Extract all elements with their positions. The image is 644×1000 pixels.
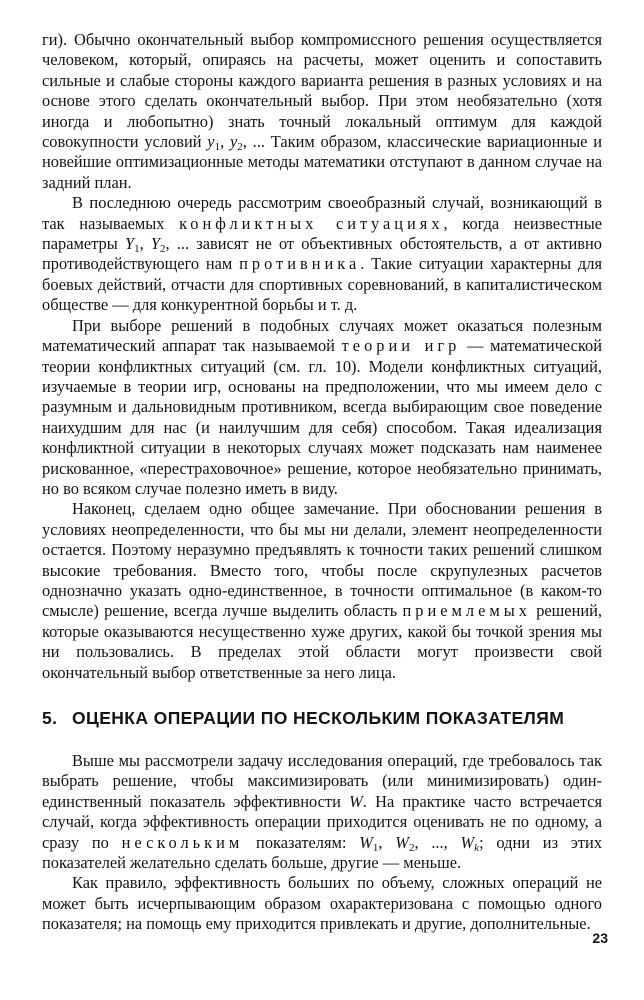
text-run: . Такие ситуации характерны для боевых действий, отчасти для спортивных соревнований, в капиталистическом обществе — для конкурентной борьбы и т. д. [42,254,602,315]
text-run: — математической теории конфликтных ситуаций (см. гл. 10). Модели конфликтных ситуаций, изучаемые в теории игр, основаны на предположении, что мы имеем дело с разумным и дальновидным противником, всегда выбирающим свое поведение наихудшим для нас (и наилучшим для себя) способом. Такая идеализация конфликтной ситуации в некоторых случаях может подсказать нам наименее рискованное, «перестраховочное» решение, которое необязательно принимать, но во всяком случае полезно иметь в виду. [42,336,602,498]
section-heading [42,707,602,729]
text-run: , [378,832,396,852]
paragraph [42,316,602,500]
math-variable: W [349,791,363,811]
emphasized-term: конфликтных ситуациях [179,213,444,233]
math-variable: W [359,832,373,852]
math-variable: y [229,132,238,152]
emphasized-term: противника [239,254,361,274]
page-number: 23 [592,930,608,946]
math-subscript: 2 [159,243,166,256]
math-variable: W [460,832,475,852]
math-subscript: 1 [134,243,140,256]
text-run: ги). Обычно окончательный выбор компромиссного решения осуществляется человеком, который, опираясь на расчеты, может оценить и сопоставить сильные и слабые стороны каждого варианта решения в разных условиях и на основе этого сделать окончательный выбор. При этом необязательно (хотя иногда и любопытно) знать точный локальный оптимум для каждой совокупности условий [42,30,602,152]
math-subscript: k [474,841,480,854]
emphasized-term: приемлемых [402,601,531,621]
text-run: показателям: [243,832,360,852]
text-run: Наконец, сделаем одно общее замечание. При обосновании решения в условиях неопределенности, что бы мы ни делали, элемент неопределенности остается. Поэтому неразумно предъявлять к точности таких решений слишком высокие требования. Вместо того, чтобы после скрупулезных расчетов однозначно указать одно-единственное, в точности оптимальное (в каком-то смысле) решение, всегда лучше выделить область [42,499,602,621]
paragraph [42,873,602,934]
math-variable: Y [150,234,160,254]
text-after-section [42,751,602,935]
math-subscript: 1 [372,841,379,854]
text-run: , когда неизвестные параметры [42,213,602,254]
paragraph [42,30,602,193]
math-subscript: 2 [408,841,415,854]
text-run: , [139,234,151,254]
text-run: . На практике часто встречается случай, когда эффективность операции приходится оценивать не по одному, а сразу по [42,791,602,852]
math-variable: W [395,832,409,852]
paragraph [42,499,602,683]
paragraph [42,193,602,315]
text-before-section [42,30,602,683]
text-run: При выборе решений в подобных случаях может оказаться полезным математический аппарат так называемой [42,315,602,356]
text-run: Выше мы рассмотрели задачу исследования операций, где требовалось так выбрать решение, чтобы максимизировать (или минимизировать) один-единственный показатель эффективности [42,751,602,811]
math-subscript: 1 [214,141,221,154]
text-run: решений, которые оказываются несущественно хуже других, какой бы точкой зрения мы ни пользовались. В пределах этой области могут произвести свой окончательный выбор ответственные за него лица. [42,601,602,682]
text-run: В последнюю очередь рассмотрим своеобразный случай, возникающий в так называемых [42,193,602,233]
text-run: , ... зависят не от объективных обстоятельств, а от активно противодействующего нам [42,234,602,274]
text-run: , [220,132,230,152]
paragraph [42,751,602,873]
text-run: ; одни из этих показателей желательно сделать больше, другие — меньше. [42,832,603,873]
section-number: 5. [42,708,58,728]
math-subscript: 2 [237,141,243,154]
section-title: ОЦЕНКА ОПЕРАЦИИ ПО НЕСКОЛЬКИМ ПОКАЗАТЕЛЯМ [72,708,565,728]
text-run: , ..., [414,832,461,852]
math-variable: y [207,132,215,152]
math-variable: Y [124,234,135,254]
text-run: Как правило, эффективность больших по объему, сложных операций не может быть исчерпывающим образом охарактеризована с помощью одного показателя; на помощь ему приходится привлекать и другие, дополнительные. [42,873,602,934]
page-body [42,30,602,935]
emphasized-term: теории игр [341,336,461,356]
text-run: , ... Таким образом, классические вариационные и новейшие оптимизационные методы математики отступают в данном случае на задний план. [42,132,602,192]
emphasized-term: нескольким [121,832,244,852]
